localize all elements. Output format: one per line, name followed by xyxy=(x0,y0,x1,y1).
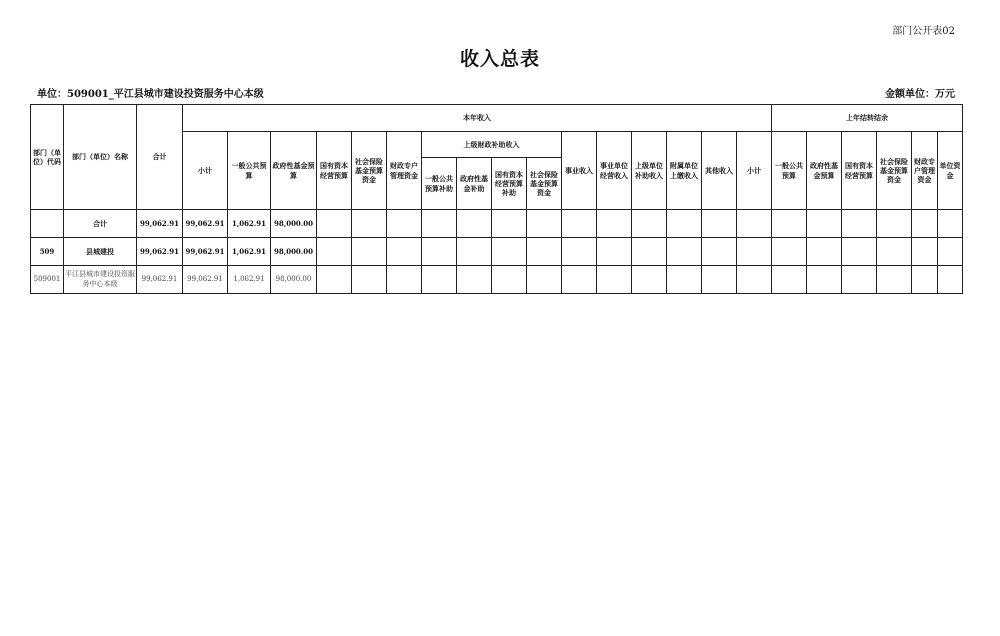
table-row xyxy=(31,266,963,294)
row-total: 99,062.91 xyxy=(137,266,183,294)
header-total: 合计 xyxy=(137,105,183,210)
header-social-insurance: 社会保险基金预算资金 xyxy=(352,132,387,210)
page-title: 收入总表 xyxy=(459,48,540,70)
header-affiliated-unit: 附属单位上缴收入 xyxy=(667,132,702,210)
header-prev-state-capital: 国有资本经营预算 xyxy=(842,132,877,210)
header-dept-name: 部门（单位）名称 xyxy=(64,105,137,210)
row-code: 509 xyxy=(31,238,64,266)
header-dept-code: 部门（单位）代码 xyxy=(31,105,64,210)
income-summary-table xyxy=(30,104,963,294)
header-fiscal-special: 财政专户管理资金 xyxy=(387,132,422,210)
header-prev-year: 上年结转结余 xyxy=(772,105,963,132)
row-general: 1,062.91 xyxy=(228,266,271,294)
header-prev-fiscal-special: 财政专户管理资金 xyxy=(912,132,938,210)
row-gov-fund: 98,000.00 xyxy=(271,238,317,266)
header-superior-unit-subsidy: 上级单位补助收入 xyxy=(632,132,667,210)
header-business-operating: 事业单位经营收入 xyxy=(597,132,632,210)
header-other-income: 其他收入 xyxy=(702,132,737,210)
header-sub-general: 一般公共预算补助 xyxy=(422,158,457,210)
row-subtotal: 99,062.91 xyxy=(183,266,228,294)
header-prev-subtotal: 小计 xyxy=(737,132,772,210)
header-sub-social-insurance: 社会保险基金预算资金 xyxy=(527,158,562,210)
header-current-year: 本年收入 xyxy=(183,105,772,132)
table-row xyxy=(31,210,963,238)
row-name: 合计 xyxy=(64,210,137,238)
row-name: 平江县城市建设投资服务中心本级 xyxy=(64,266,137,294)
header-prev-gov-fund: 政府性基金预算 xyxy=(807,132,842,210)
row-general: 1,062.91 xyxy=(228,210,271,238)
header-prev-social-insurance: 社会保险基金预算资金 xyxy=(877,132,912,210)
row-subtotal: 99,062.91 xyxy=(183,238,228,266)
form-code: 部门公开表02 xyxy=(892,26,955,37)
header-general-budget: 一般公共预算 xyxy=(228,132,271,210)
header-prev-unit-fund: 单位资金 xyxy=(938,132,963,210)
amount-unit-label: 金额单位：万元 xyxy=(885,89,955,100)
row-gov-fund: 98,000.00 xyxy=(271,266,317,294)
row-total: 99,062.91 xyxy=(137,210,183,238)
header-sub-state-capital: 国有资本经营预算补助 xyxy=(492,158,527,210)
row-general: 1,062.91 xyxy=(228,238,271,266)
row-code: 509001 xyxy=(31,266,64,294)
header-business-income: 事业收入 xyxy=(562,132,597,210)
header-gov-fund: 政府性基金预算 xyxy=(271,132,317,210)
header-prev-general: 一般公共预算 xyxy=(772,132,807,210)
header-sub-gov-fund: 政府性基金补助 xyxy=(457,158,492,210)
header-state-capital: 国有资本经营预算 xyxy=(317,132,352,210)
table-row xyxy=(31,238,963,266)
header-superior-subsidy: 上级财政补助收入 xyxy=(422,132,562,158)
row-code xyxy=(31,210,64,238)
header-subtotal: 小计 xyxy=(183,132,228,210)
row-name: 县城建投 xyxy=(64,238,137,266)
row-subtotal: 99,062.91 xyxy=(183,210,228,238)
row-gov-fund: 98,000.00 xyxy=(271,210,317,238)
unit-label: 单位：509001_平江县城市建设投资服务中心本级 xyxy=(37,89,264,100)
row-total: 99,062.91 xyxy=(137,238,183,266)
